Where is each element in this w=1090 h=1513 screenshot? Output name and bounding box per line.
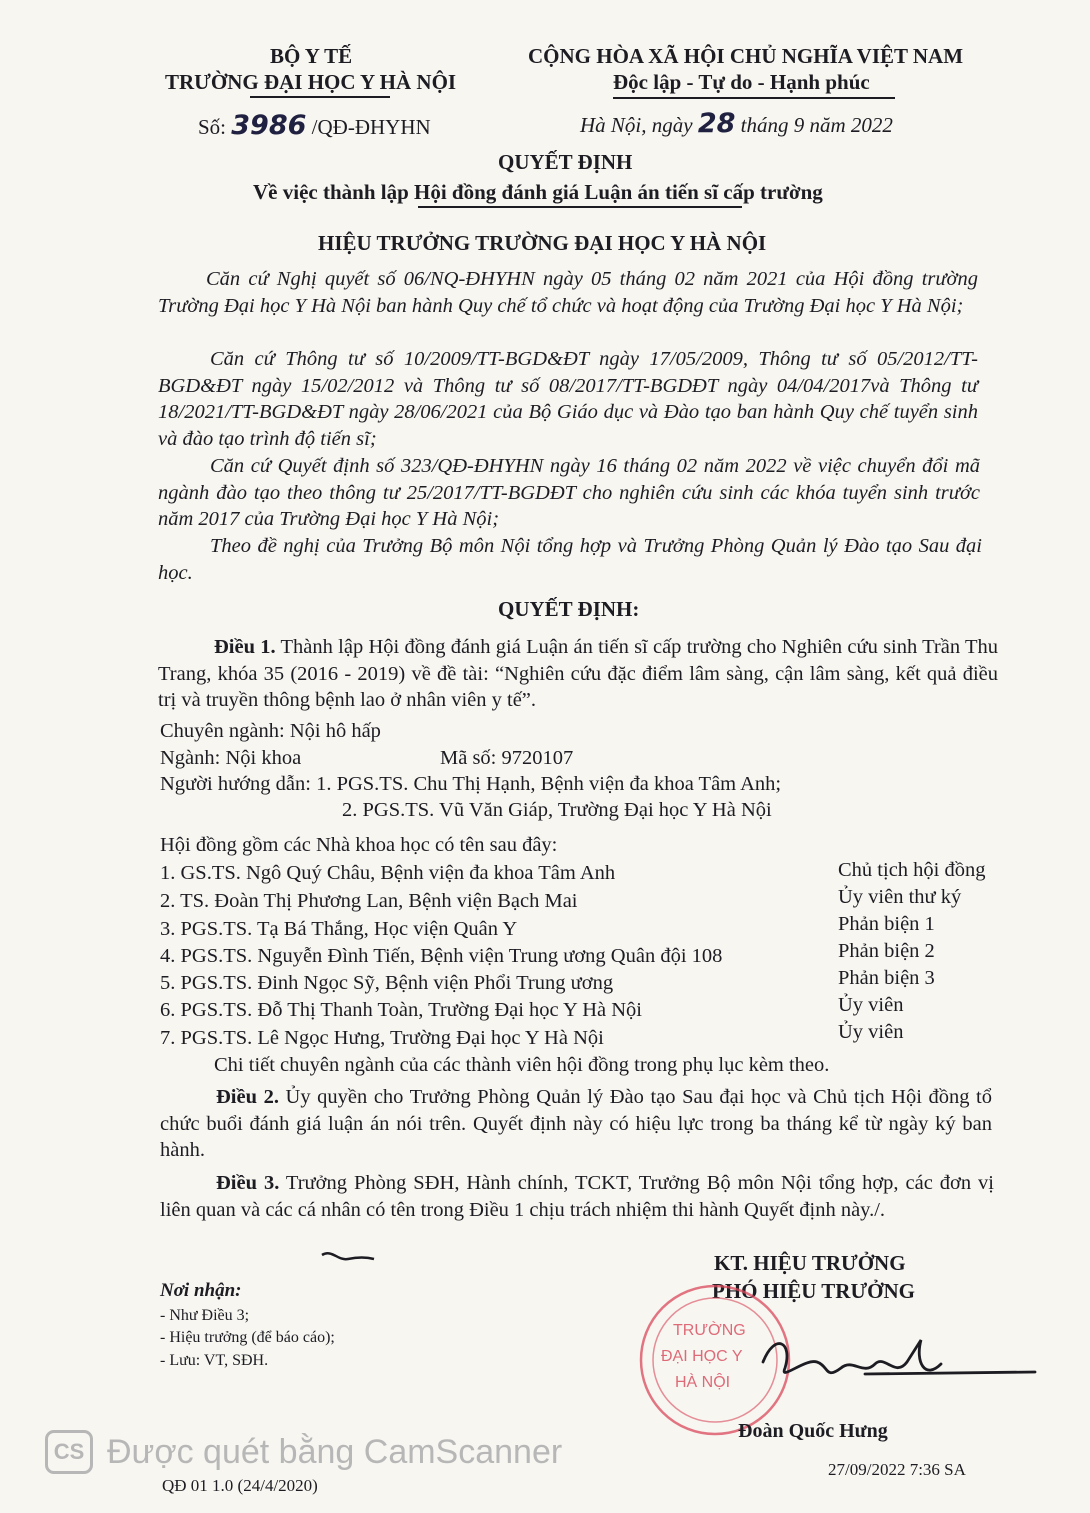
university-name: TRƯỜNG ĐẠI HỌC Y HÀ NỘI: [165, 70, 457, 94]
specialty: Chuyên ngành: Nội hô hấp: [160, 720, 381, 742]
member-4-role: Phản biện 2: [838, 940, 935, 962]
signature-title-2: PHÓ HIỆU TRƯỞNG: [712, 1279, 916, 1303]
member-6-name: 6. PGS.TS. Đỗ Thị Thanh Toàn, Trường Đại học Y Hà Nội: [160, 999, 642, 1021]
ministry-name: BỘ Y TẾ: [270, 44, 353, 68]
national-motto: Độc lập - Tự do - Hạnh phúc: [613, 70, 870, 94]
member-3-name: 3. PGS.TS. Tạ Bá Thắng, Học viện Quân Y: [160, 918, 518, 940]
article-1: [158, 634, 998, 714]
member-1-role: Chủ tịch hội đồng: [838, 859, 986, 881]
article-3: [160, 1170, 994, 1223]
preamble-2: Căn cứ Thông tư số 10/2009/TT-BGD&ĐT ngày 17/05/2009, Thông tư số 05/2012/TT-BGD&ĐT ngày 15/02/2012 và Thông tư số 08/2017/TT-BGDĐT ngày 04/04/2017và Thông tư 18/2021/TT-BGD&ĐT ngày 28/06/2021 của Bộ Giáo dục và Đào tạo ban hành Quy chế tuyển sinh và đào tạo trình độ tiến sĩ;: [158, 348, 978, 450]
issue-date-prefix: Hà Nội, ngày: [580, 113, 693, 137]
major-code: Mã số: 9720107: [440, 747, 574, 769]
document-subject: Về việc thành lập Hội đồng đánh giá Luận án tiến sĩ cấp trường: [253, 180, 823, 204]
member-5-name: 5. PGS.TS. Đinh Ngọc Sỹ, Bệnh viện Phổi Trung ương: [160, 972, 614, 994]
signer-name: Đoàn Quốc Hưng: [738, 1420, 888, 1442]
decision-heading: QUYẾT ĐỊNH:: [498, 597, 640, 621]
article-3-text: Trưởng Phòng SĐH, Hành chính, TCKT, Trưởng Bộ môn Nội tổng hợp, các đơn vị liên quan và các cá nhân có tên trong Điều 1 chịu trách nhiệm thi hành Quyết định này./.: [160, 1172, 994, 1221]
decision-number-prefix: Số:: [198, 115, 227, 139]
decision-number: [198, 110, 431, 141]
article-2-text: Ủy quyền cho Trưởng Phòng Quản lý Đào tạo Sau đại học và Chủ tịch Hội đồng tổ chức buổi đánh giá luận án nói trên. Quyết định này có hiệu lực trong ba tháng kể từ ngày ký ban hành.: [160, 1086, 993, 1161]
article-2: [160, 1084, 992, 1164]
seal-text-3: HÀ NỘI: [675, 1374, 731, 1391]
article-2-label: Điều 2.: [216, 1086, 279, 1108]
issuing-authority: HIỆU TRƯỞNG TRƯỜNG ĐẠI HỌC Y HÀ NỘI: [318, 231, 767, 255]
article-1-label: Điều 1.: [214, 636, 276, 658]
appendix-note: Chi tiết chuyên ngành của các thành viên hội đồng trong phụ lục kèm theo.: [214, 1054, 830, 1076]
preamble-3: Căn cứ Quyết định số 323/QĐ-ĐHYHN ngày 16 tháng 02 năm 2022 về việc chuyển đổi mã ngành đào tạo theo thông tư 25/2017/TT-BGDĐT cho nghiên cứu sinh các khóa tuyển sinh trước năm 2017 của Trường Đại học Y Hà Nội;: [158, 455, 980, 530]
preamble-1: Căn cứ Nghị quyết số 06/NQ-ĐHYHN ngày 05 tháng 02 năm 2021 của Hội đồng trường Trường Đại học Y Hà Nội ban hành Quy chế tổ chức và hoạt động của Trường Đại học Y Hà Nội;: [158, 268, 978, 317]
signature-title-1: KT. HIỆU TRƯỞNG: [714, 1251, 906, 1275]
advisor-1: Người hướng dẫn: 1. PGS.TS. Chu Thị Hạnh, Bệnh viện đa khoa Tâm Anh;: [160, 773, 782, 795]
form-code: QĐ 01 1.0 (24/4/2020): [162, 1476, 318, 1495]
article-1-text: Thành lập Hội đồng đánh giá Luận án tiến sĩ cấp trường cho Nghiên cứu sinh Trần Thu Trang, khóa 35 (2016 - 2019) về đề tài: “Nghiên cứu đặc điểm lâm sàng, cận lâm sàng, kết quả điều trị và truyền thông bệnh lao ở nhân viên y tế”.: [158, 636, 999, 711]
university-underline: [250, 96, 390, 98]
member-7-name: 7. PGS.TS. Lê Ngọc Hưng, Trường Đại học Y Hà Nội: [160, 1027, 604, 1049]
scan-timestamp: 27/09/2022 7:36 SA: [828, 1460, 966, 1479]
motto-underline: [613, 97, 895, 99]
recipients-heading: Nơi nhận:: [160, 1280, 242, 1301]
handwritten-signature: [745, 1322, 1045, 1402]
issue-date-day: 28: [697, 108, 736, 139]
major: Ngành: Nội khoa: [160, 747, 302, 769]
decision-number-handwritten: 3986: [231, 110, 307, 141]
camscanner-logo-icon: CS: [45, 1430, 93, 1474]
document-title: QUYẾT ĐỊNH: [498, 150, 633, 174]
member-5-role: Phản biện 3: [838, 967, 935, 989]
member-4-name: 4. PGS.TS. Nguyễn Đình Tiến, Bệnh viện Trung ương Quân đội 108: [160, 945, 723, 967]
recipient-3: - Lưu: VT, SĐH.: [160, 1352, 269, 1369]
country-name: CỘNG HÒA XÃ HỘI CHỦ NGHĨA VIỆT NAM: [528, 44, 964, 68]
decision-number-suffix: /QĐ-ĐHYHN: [311, 115, 431, 139]
member-2-role: Ủy viên thư ký: [838, 886, 962, 908]
member-7-role: Ủy viên: [838, 1021, 904, 1043]
council-intro: Hội đồng gồm các Nhà khoa học có tên sau đây:: [160, 834, 558, 856]
seal-text-2: ĐẠI HỌC Y: [661, 1348, 743, 1365]
preamble-4: Theo đề nghị của Trưởng Bộ môn Nội tổng hợp và Trưởng Phòng Quản lý Đào tạo Sau đại học.: [158, 535, 982, 584]
member-6-role: Ủy viên: [838, 994, 904, 1016]
member-3-role: Phản biện 1: [838, 913, 935, 935]
camscanner-text: Được quét bằng CamScanner: [107, 1432, 563, 1471]
recipient-2: - Hiệu trưởng (để báo cáo);: [160, 1329, 335, 1346]
member-1-name: 1. GS.TS. Ngô Quý Châu, Bệnh viện đa khoa Tâm Anh: [160, 862, 616, 884]
handwritten-initial-mark: [318, 1247, 378, 1267]
article-3-label: Điều 3.: [216, 1172, 280, 1194]
recipient-1: - Như Điều 3;: [160, 1307, 250, 1324]
member-2-name: 2. TS. Đoàn Thị Phương Lan, Bệnh viện Bạch Mai: [160, 890, 578, 912]
subject-underline: [418, 206, 742, 208]
advisor-2: 2. PGS.TS. Vũ Văn Giáp, Trường Đại học Y Hà Nội: [342, 799, 772, 821]
seal-text-1: TRƯỜNG: [673, 1322, 746, 1339]
issue-date: [580, 108, 893, 139]
issue-date-suffix: tháng 9 năm 2022: [740, 113, 893, 137]
camscanner-watermark: [45, 1430, 562, 1474]
